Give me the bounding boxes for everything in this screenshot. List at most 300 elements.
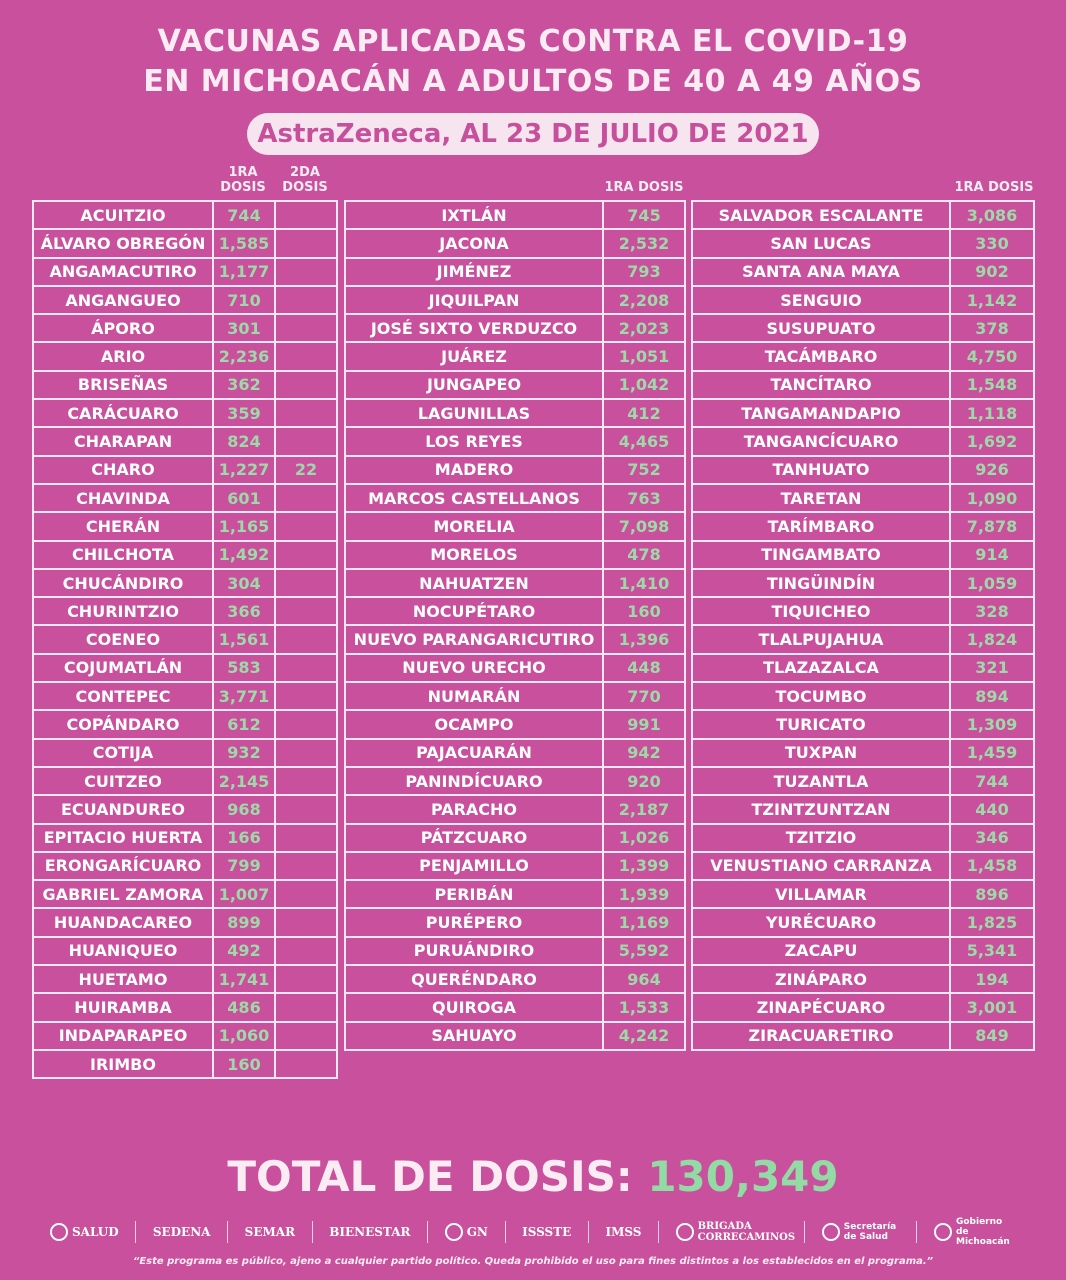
table-row [345,965,685,993]
first-dose-value: 1,059 [950,569,1034,597]
first-dose-value: 1,060 [213,1022,275,1050]
municipality-name: TZITZIO [692,824,950,852]
table-row [692,597,1034,625]
first-dose-value: 7,098 [603,512,685,540]
second-dose-value [275,258,337,286]
second-dose-value [275,993,337,1021]
first-dose-value: 1,459 [950,739,1034,767]
table-row [692,795,1034,823]
table-row [33,1022,337,1050]
municipality-name: TANHUATO [692,456,950,484]
table-row [692,541,1034,569]
municipality-name: ARIO [33,342,213,370]
table-row [345,880,685,908]
table-row [692,908,1034,936]
table-row [345,512,685,540]
table-row [345,541,685,569]
municipality-name: TARETAN [692,484,950,512]
divider [588,1221,589,1243]
divider [312,1221,313,1243]
first-dose-value: 194 [950,965,1034,993]
table-row [692,484,1034,512]
table-row [33,739,337,767]
header-text: 1RA [228,165,258,180]
first-dose-value: 362 [213,371,275,399]
municipality-name: TARÍMBARO [692,512,950,540]
second-dose-value [275,795,337,823]
first-dose-value: 301 [213,314,275,342]
municipality-name: TANCÍTARO [692,371,950,399]
municipality-name: HUANDACAREO [33,908,213,936]
sedena-logo [153,1225,211,1239]
second-dose-value [275,512,337,540]
table-row [692,739,1034,767]
first-dose-value: 160 [603,597,685,625]
divider [505,1221,506,1243]
municipality-name: JACONA [345,229,603,257]
first-dose-value: 1,824 [950,625,1034,653]
table-row [345,484,685,512]
second-dose-value [275,1022,337,1050]
table-row [692,201,1034,229]
table-row [33,456,337,484]
table-row [33,286,337,314]
second-dose-value [275,739,337,767]
table-row [33,710,337,738]
first-dose-value: 321 [950,654,1034,682]
logo-label: BRIGADA CORRECAMINOS [697,1221,796,1243]
table-row [345,597,685,625]
table-row [345,286,685,314]
municipality-name: CARÁCUARO [33,399,213,427]
table-row [33,852,337,880]
second-dose-value [275,937,337,965]
second-dose-value: 22 [275,456,337,484]
table-row [345,427,685,455]
municipality-name: CHARO [33,456,213,484]
municipality-name: ERONGARÍCUARO [33,852,213,880]
municipality-name: COPÁNDARO [33,710,213,738]
table-row [33,965,337,993]
first-dose-value: 1,309 [950,710,1034,738]
municipality-name: TANGAMANDAPIO [692,399,950,427]
municipality-name: CONTEPEC [33,682,213,710]
first-dose-value: 744 [213,201,275,229]
table-row [33,512,337,540]
logo-label: Secretaría de Salud [843,1222,897,1242]
table-row [692,852,1034,880]
roadrunner-icon [676,1223,694,1241]
table-row [345,456,685,484]
first-dose-value: 478 [603,541,685,569]
logo-label: GN [466,1225,488,1239]
total-doses [0,1152,1066,1201]
first-dose-value: 4,465 [603,427,685,455]
first-dose-value: 359 [213,399,275,427]
municipality-name: HUANIQUEO [33,937,213,965]
first-dose-value: 920 [603,767,685,795]
municipality-name: TLALPUJAHUA [692,625,950,653]
table-municipalities-a-i [32,200,338,1079]
table-row [345,682,685,710]
municipality-name: ZIRACUARETIRO [692,1022,950,1050]
logo-label: IMSS [605,1225,642,1239]
municipality-name: ZINÁPARO [692,965,950,993]
first-dose-value: 710 [213,286,275,314]
first-dose-value: 1,741 [213,965,275,993]
municipality-name: BRISEÑAS [33,371,213,399]
first-dose-value: 3,086 [950,201,1034,229]
table-row [692,625,1034,653]
municipality-name: CHURINTZIO [33,597,213,625]
municipality-name: YURÉCUARO [692,908,950,936]
first-dose-value: 2,187 [603,795,685,823]
first-dose-value: 1,410 [603,569,685,597]
disclaimer: “Este programa es público, ajeno a cualquier partido político. Queda prohibido el uso para fines distintos a los establecidos en el programa.” [132,1256,934,1267]
table-row [692,229,1034,257]
municipality-name: QUERÉNDARO [345,965,603,993]
municipality-name: TINGAMBATO [692,541,950,569]
first-dose-value: 492 [213,937,275,965]
first-dose-value: 2,023 [603,314,685,342]
first-dose-value: 1,561 [213,625,275,653]
municipality-name: TIQUICHEO [692,597,950,625]
second-dose-value [275,399,337,427]
col1-second-dose-header [274,165,336,195]
table-row [692,342,1034,370]
first-dose-value: 799 [213,852,275,880]
municipality-name: NUEVO URECHO [345,654,603,682]
first-dose-value: 2,145 [213,767,275,795]
municipality-name: CHAVINDA [33,484,213,512]
municipality-name: ACUITZIO [33,201,213,229]
second-dose-value [275,710,337,738]
municipality-name: SUSUPUATO [692,314,950,342]
shield-icon [822,1223,840,1241]
first-dose-value: 7,878 [950,512,1034,540]
second-dose-value [275,371,337,399]
municipality-name: MADERO [345,456,603,484]
table-row [33,229,337,257]
municipality-name: TUXPAN [692,739,950,767]
first-dose-value: 1,177 [213,258,275,286]
first-dose-value: 1,585 [213,229,275,257]
header-text: DOSIS [220,180,266,195]
municipality-name: TANGANCÍCUARO [692,427,950,455]
table-row [692,286,1034,314]
first-dose-value: 440 [950,795,1034,823]
table-row [33,201,337,229]
table-row [33,342,337,370]
municipality-name: MARCOS CASTELLANOS [345,484,603,512]
table-row [345,937,685,965]
semar-logo [245,1225,295,1239]
brigada-logo [676,1221,796,1243]
municipality-name: JUNGAPEO [345,371,603,399]
table-row [33,371,337,399]
first-dose-value: 486 [213,993,275,1021]
second-dose-value [275,229,337,257]
municipality-name: ÁLVARO OBREGÓN [33,229,213,257]
municipality-name: JIQUILPAN [345,286,603,314]
first-dose-value: 1,492 [213,541,275,569]
total-value: 130,349 [647,1152,839,1201]
divider [658,1221,659,1243]
first-dose-value: 824 [213,427,275,455]
total-label: TOTAL DE DOSIS: [227,1152,633,1201]
table-row [33,795,337,823]
table-row [692,314,1034,342]
first-dose-value: 744 [950,767,1034,795]
table-row [33,880,337,908]
first-dose-value: 1,692 [950,427,1034,455]
municipality-name: JOSÉ SIXTO VERDUZCO [345,314,603,342]
municipality-name: VILLAMAR [692,880,950,908]
first-dose-value: 4,242 [603,1022,685,1050]
second-dose-value [275,342,337,370]
table-row [33,399,337,427]
municipality-name: PÁTZCUARO [345,824,603,852]
first-dose-value: 612 [213,710,275,738]
table-row [345,371,685,399]
col3-first-dose-header: 1RA DOSIS [954,180,1034,195]
municipality-name: NUEVO PARANGARICUTIRO [345,625,603,653]
table-row [345,314,685,342]
salud-logo [50,1223,119,1241]
table-municipalities-s-z [691,200,1035,1051]
second-dose-value [275,625,337,653]
table-row [692,512,1034,540]
second-dose-value [275,427,337,455]
table-row [345,795,685,823]
second-dose-value [275,852,337,880]
logo-label: Gobierno de Michoacán [955,1217,1010,1247]
table-row [33,654,337,682]
gobierno-michoacan-logo [934,1217,1016,1247]
municipality-name: COJUMATLÁN [33,654,213,682]
first-dose-value: 412 [603,399,685,427]
first-dose-value: 2,208 [603,286,685,314]
municipality-name: CHARAPAN [33,427,213,455]
second-dose-value [275,569,337,597]
first-dose-value: 1,142 [950,286,1034,314]
municipality-name: CUITZEO [33,767,213,795]
first-dose-value: 1,548 [950,371,1034,399]
municipality-name: NUMARÁN [345,682,603,710]
table-row [33,908,337,936]
first-dose-value: 1,458 [950,852,1034,880]
table-row [33,427,337,455]
issste-logo [522,1225,571,1239]
divider [227,1221,228,1243]
secretaria-salud-logo [822,1222,900,1242]
logo-label: BIENESTAR [329,1225,411,1239]
first-dose-value: 5,341 [950,937,1034,965]
second-dose-value [275,682,337,710]
table-row [692,258,1034,286]
first-dose-value: 328 [950,597,1034,625]
municipality-name: SALVADOR ESCALANTE [692,201,950,229]
table-row [692,427,1034,455]
municipality-name: ZINAPÉCUARO [692,993,950,1021]
municipality-name: NOCUPÉTARO [345,597,603,625]
table-row [345,569,685,597]
municipality-name: TURICATO [692,710,950,738]
second-dose-value [275,201,337,229]
first-dose-value: 304 [213,569,275,597]
table-row [345,229,685,257]
municipality-name: SAN LUCAS [692,229,950,257]
municipality-name: COTIJA [33,739,213,767]
table-row [692,371,1034,399]
table-row [33,682,337,710]
first-dose-value: 932 [213,739,275,767]
first-dose-value: 583 [213,654,275,682]
logo-strip [50,1218,1016,1246]
first-dose-value: 894 [950,682,1034,710]
table-row [33,993,337,1021]
first-dose-value: 849 [950,1022,1034,1050]
table-row [345,908,685,936]
first-dose-value: 745 [603,201,685,229]
table-row [345,767,685,795]
municipality-name: SANTA ANA MAYA [692,258,950,286]
municipality-name: MORELIA [345,512,603,540]
table-row [33,258,337,286]
table-row [33,625,337,653]
first-dose-value: 942 [603,739,685,767]
municipality-name: LOS REYES [345,427,603,455]
table-row [692,682,1034,710]
logo-label: SEMAR [244,1225,296,1239]
table-municipalities-i-s [344,200,686,1051]
first-dose-value: 1,227 [213,456,275,484]
first-dose-value: 3,001 [950,993,1034,1021]
municipality-name: HUETAMO [33,965,213,993]
municipality-name: SAHUAYO [345,1022,603,1050]
municipality-name: TUZANTLA [692,767,950,795]
first-dose-value: 1,399 [603,852,685,880]
municipality-name: PURUÁNDIRO [345,937,603,965]
municipality-name: TZINTZUNTZAN [692,795,950,823]
municipality-name: JUÁREZ [345,342,603,370]
second-dose-value [275,965,337,993]
table-row [692,880,1034,908]
first-dose-value: 346 [950,824,1034,852]
municipality-name: OCAMPO [345,710,603,738]
second-dose-value [275,541,337,569]
table-row [692,767,1034,795]
first-dose-value: 1,026 [603,824,685,852]
table-row [33,541,337,569]
first-dose-value: 378 [950,314,1034,342]
table-row [345,342,685,370]
second-dose-value [275,880,337,908]
municipality-name: TOCUMBO [692,682,950,710]
gn-logo [445,1223,488,1241]
table-row [692,569,1034,597]
logo-label: SALUD [72,1225,119,1239]
table-row [33,824,337,852]
municipality-name: TINGÜINDÍN [692,569,950,597]
table-row [345,824,685,852]
table-row [692,654,1034,682]
municipality-name: PURÉPERO [345,908,603,936]
col2-first-dose-header: 1RA DOSIS [604,180,684,195]
first-dose-value: 1,533 [603,993,685,1021]
table-row [345,710,685,738]
first-dose-value: 896 [950,880,1034,908]
first-dose-value: 2,532 [603,229,685,257]
table-row [345,625,685,653]
table-row [33,569,337,597]
divider [916,1221,917,1243]
municipality-name: IRIMBO [33,1050,213,1078]
table-row [345,993,685,1021]
table-row [345,1022,685,1050]
table-row [345,739,685,767]
divider [135,1221,136,1243]
municipality-name: CHUCÁNDIRO [33,569,213,597]
table-row [692,937,1034,965]
municipality-name: SENGUIO [692,286,950,314]
municipality-name: EPITACIO HUERTA [33,824,213,852]
municipality-name: PARACHO [345,795,603,823]
subtitle-pill: AstraZeneca, AL 23 DE JULIO DE 2021 [247,113,819,155]
second-dose-value [275,597,337,625]
table-row [692,456,1034,484]
first-dose-value: 366 [213,597,275,625]
divider [427,1221,428,1243]
first-dose-value: 770 [603,682,685,710]
table-row [33,484,337,512]
table-row [345,258,685,286]
table-row [33,767,337,795]
first-dose-value: 964 [603,965,685,993]
first-dose-value: 1,825 [950,908,1034,936]
title-line-2: EN MICHOACÁN A ADULTOS DE 40 A 49 AÑOS [143,64,923,99]
second-dose-value [275,908,337,936]
first-dose-value: 3,771 [213,682,275,710]
first-dose-value: 914 [950,541,1034,569]
col1-first-dose-header [212,165,274,195]
first-dose-value: 4,750 [950,342,1034,370]
logo-label: ISSSTE [522,1225,572,1239]
first-dose-value: 330 [950,229,1034,257]
first-dose-value: 1,396 [603,625,685,653]
municipality-name: CHILCHOTA [33,541,213,569]
first-dose-value: 1,939 [603,880,685,908]
municipality-name: QUIROGA [345,993,603,1021]
coat-of-arms-icon [934,1223,952,1241]
table-row [345,852,685,880]
first-dose-value: 166 [213,824,275,852]
municipality-name: PAJACUARÁN [345,739,603,767]
imss-logo [605,1225,641,1239]
table-row [692,824,1034,852]
first-dose-value: 1,051 [603,342,685,370]
municipality-name: TLAZAZALCA [692,654,950,682]
municipality-name: COENEO [33,625,213,653]
municipality-name: ANGAMACUTIRO [33,258,213,286]
first-dose-value: 448 [603,654,685,682]
municipality-name: TACÁMBARO [692,342,950,370]
first-dose-value: 601 [213,484,275,512]
table-row [692,399,1034,427]
second-dose-value [275,767,337,795]
table-row [345,201,685,229]
municipality-name: HUIRAMBA [33,993,213,1021]
